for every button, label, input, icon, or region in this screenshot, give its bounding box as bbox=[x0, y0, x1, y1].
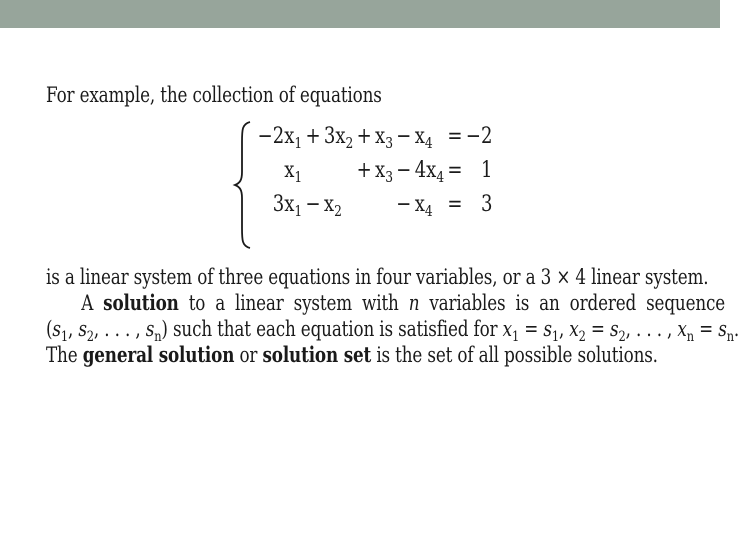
equation-term: x bbox=[414, 124, 425, 149]
equation-subscript: 4 bbox=[424, 134, 433, 153]
equation-subscript: 3 bbox=[385, 168, 394, 187]
equation-cell-eq bbox=[446, 120, 464, 154]
equation-cell-t1 bbox=[256, 154, 304, 188]
equation-term: −2 bbox=[465, 124, 493, 149]
s-var: s bbox=[145, 317, 155, 341]
equals: = bbox=[524, 317, 539, 341]
x-sub-1: 1 bbox=[511, 328, 520, 345]
equation-term: 1 bbox=[480, 158, 493, 183]
paren-close: ) bbox=[161, 317, 168, 341]
word-or: or bbox=[239, 343, 258, 367]
equation-term: − bbox=[305, 192, 321, 217]
term-solution: solution bbox=[103, 290, 179, 315]
equation-cell-t2 bbox=[322, 154, 355, 188]
solution-text-2: variables is an ordered sequence bbox=[429, 291, 726, 315]
x-var: x bbox=[569, 317, 579, 341]
intro-text: For example, the collection of equations bbox=[46, 83, 382, 107]
equation-row bbox=[256, 120, 494, 154]
equation-term: 3x bbox=[323, 124, 346, 149]
equation-cell-t1 bbox=[256, 188, 304, 222]
equation-term: 3 bbox=[480, 192, 493, 217]
solution-definition-line bbox=[46, 290, 726, 316]
equation-cell-op3 bbox=[355, 154, 373, 188]
s-sub-2: 2 bbox=[86, 328, 94, 345]
equation-cell-t3 bbox=[373, 188, 394, 222]
s-var: s bbox=[52, 317, 61, 341]
equation-term: − bbox=[396, 158, 412, 183]
equation-subscript: 1 bbox=[294, 202, 303, 221]
equation-cell-rhs bbox=[464, 154, 494, 188]
sequence-line: ($s_1$, $s_2$, . . . , $s_n$) such that each equation is satisfied for $x_1 = s_1$, $x_2 = s_2$, . . . , $x_n = s_n$. bbox=[46, 317, 739, 345]
equation-term: x bbox=[375, 124, 386, 149]
equation-term: x bbox=[323, 192, 335, 217]
s-var: s bbox=[718, 317, 727, 341]
equation-row bbox=[256, 154, 494, 188]
satisfied-text: such that each equation is satisfied for bbox=[172, 317, 498, 341]
equation-term: − bbox=[396, 124, 412, 149]
s-sub-1: 1 bbox=[551, 328, 559, 345]
equals: = bbox=[590, 317, 605, 341]
term-general-solution: general solution bbox=[82, 342, 235, 367]
equation-term: x bbox=[284, 158, 295, 183]
s-sub-n: n bbox=[154, 328, 162, 345]
equation-cell-rhs bbox=[464, 188, 494, 222]
equation-cell-t3 bbox=[373, 154, 394, 188]
period: . bbox=[733, 317, 739, 341]
equation-subscript: 4 bbox=[436, 168, 445, 187]
equation-term: x bbox=[414, 192, 425, 217]
equation-subscript: 1 bbox=[294, 168, 303, 187]
equation-table bbox=[256, 120, 494, 222]
term-solution-set: solution set bbox=[262, 342, 372, 367]
equation-term: + bbox=[356, 124, 372, 149]
x-var: x bbox=[677, 317, 687, 341]
equation-cell-eq bbox=[446, 154, 464, 188]
word-a: A bbox=[81, 291, 94, 315]
x-var: x bbox=[502, 317, 512, 341]
s-sub-1: 1 bbox=[60, 328, 68, 345]
equation-cell-t4 bbox=[413, 154, 446, 188]
equation-cell-t4 bbox=[413, 120, 446, 154]
equation-term: x bbox=[375, 158, 386, 183]
equation-cell-rhs bbox=[464, 120, 494, 154]
general-solution-text: is the set of all possible solutions. bbox=[376, 343, 658, 367]
equation-subscript: 1 bbox=[294, 134, 303, 153]
slide-content bbox=[46, 80, 739, 368]
equation-cell-op4 bbox=[395, 188, 413, 222]
equals: = bbox=[699, 317, 714, 341]
left-brace-icon bbox=[232, 120, 256, 250]
equation-cell-t2 bbox=[322, 188, 355, 222]
equation-cell-op3 bbox=[355, 120, 373, 154]
equation-subscript: 2 bbox=[345, 134, 354, 153]
equation-cell-op3 bbox=[355, 188, 373, 222]
x-sub-2: 2 bbox=[578, 328, 586, 345]
equation-system bbox=[232, 120, 592, 250]
equation-cell-op4 bbox=[395, 120, 413, 154]
equation-cell-op4 bbox=[395, 154, 413, 188]
equation-cell-op2 bbox=[304, 188, 322, 222]
x-sub-n: n bbox=[686, 328, 694, 345]
equation-row bbox=[256, 188, 494, 222]
equation-cell-t4 bbox=[413, 188, 446, 222]
ellipsis: , . . . , bbox=[625, 317, 673, 341]
paren-open: ( bbox=[46, 317, 53, 341]
equation-term: −2x bbox=[257, 124, 295, 149]
equation-cell-op2 bbox=[304, 120, 322, 154]
equation-term: = bbox=[447, 158, 463, 183]
word-the: The bbox=[46, 343, 78, 367]
equation-term: = bbox=[447, 192, 463, 217]
equation-term: 4x bbox=[414, 158, 437, 183]
s-var: s bbox=[78, 317, 87, 341]
equation-term: + bbox=[305, 124, 321, 149]
variable-n: n bbox=[408, 291, 420, 315]
equation-subscript: 3 bbox=[385, 134, 394, 153]
linear-system-sentence: is a linear system of three equations in four variables, or a 3 × 4 linear system. bbox=[46, 265, 709, 289]
solution-text-1: to a linear system with bbox=[188, 291, 399, 315]
equation-cell-op2 bbox=[304, 154, 322, 188]
s-var: s bbox=[610, 317, 619, 341]
s-sub-2: 2 bbox=[618, 328, 626, 345]
general-solution-line bbox=[46, 342, 658, 368]
s-var: s bbox=[543, 317, 552, 341]
equation-cell-t2 bbox=[322, 120, 355, 154]
equation-term: + bbox=[356, 158, 372, 183]
ellipsis: , . . . , bbox=[93, 317, 141, 341]
slide-top-bar bbox=[0, 0, 720, 28]
equation-term: 3x bbox=[272, 192, 295, 217]
equation-term: = bbox=[447, 124, 463, 149]
equation-cell-t1 bbox=[256, 120, 304, 154]
s-sub-n: n bbox=[726, 328, 734, 345]
equation-term: − bbox=[396, 192, 412, 217]
equation-subscript: 4 bbox=[424, 202, 433, 221]
equation-cell-eq bbox=[446, 188, 464, 222]
equation-subscript: 2 bbox=[334, 202, 342, 221]
equation-cell-t3 bbox=[373, 120, 394, 154]
